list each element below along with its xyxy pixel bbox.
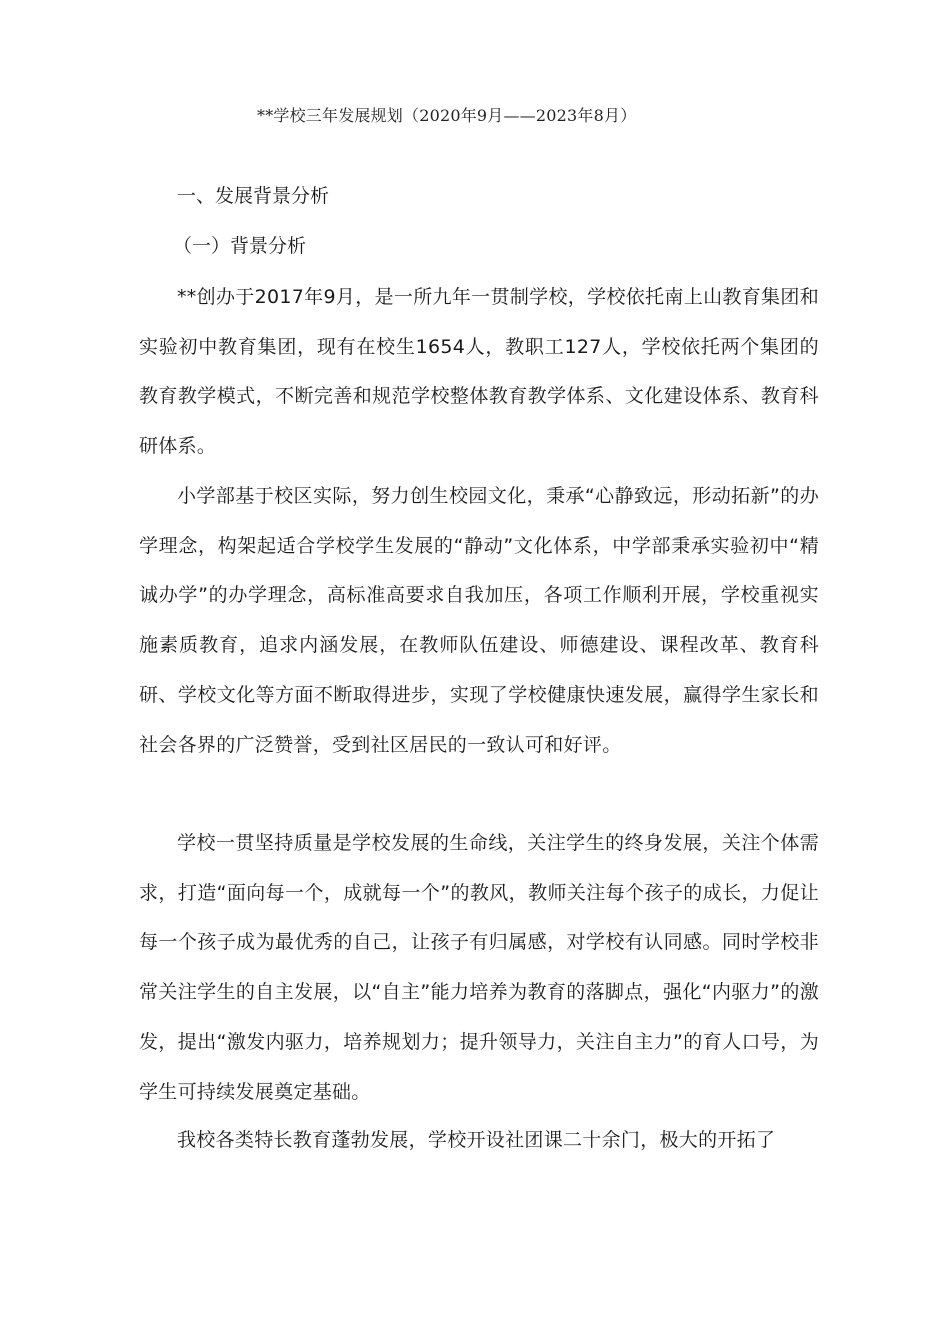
paragraph-1: **创办于2017年9月，是一所九年一贯制学校，学校依托南上山教育集团和实验初中教育集团，现有在校生1654人，教职工127人，学校依托两个集团的教育教学模式，不断完善和规范学校整体教育教学体系、文化建设体系、教育科研体系。: [139, 286, 819, 458]
document-title: **学校三年发展规划（2020年9月——2023年8月）: [257, 106, 637, 125]
paragraph-3: 学校一贯坚持质量是学校发展的生命线，关注学生的终身发展，关注个体需求，打造“面向每一个，成就每一个”的教风，教师关注每个孩子的成长，力促让每一个孩子成为最优秀的自己，让孩子有归属感，对学校有认同感。同时学校非常关注学生的自主发展，以“自主”能力培养为教育的落脚点，强化“内驱力”的激发，提出“激发内驱力，培养规划力；提升领导力，关注自主力”的育人口号，为学生可持续发展奠定基础。: [139, 832, 819, 1103]
section-heading: 一、发展背景分析: [177, 185, 330, 207]
paragraph-2: 小学部基于校区实际，努力创生校园文化，秉承“心静致远，形动拓新”的办学理念，构架起适合学校学生发展的“静动”文化体系，中学部秉承实验初中“精诚办学”的办学理念，高标准高要求自我加压，各项工作顺利开展，学校重视实施素质教育，追求内涵发展，在教师队伍建设、师德建设、课程改革、教育科研、学校文化等方面不断取得进步，实现了学校健康快速发展，赢得学生家长和社会各界的广泛赞誉，受到社区居民的一致认可和好评。: [139, 485, 819, 756]
subsection-heading: （一）背景分析: [173, 235, 307, 257]
paragraph-4: 我校各类特长教育蓬勃发展，学校开设社团课二十余门，极大的开拓了: [177, 1129, 776, 1151]
